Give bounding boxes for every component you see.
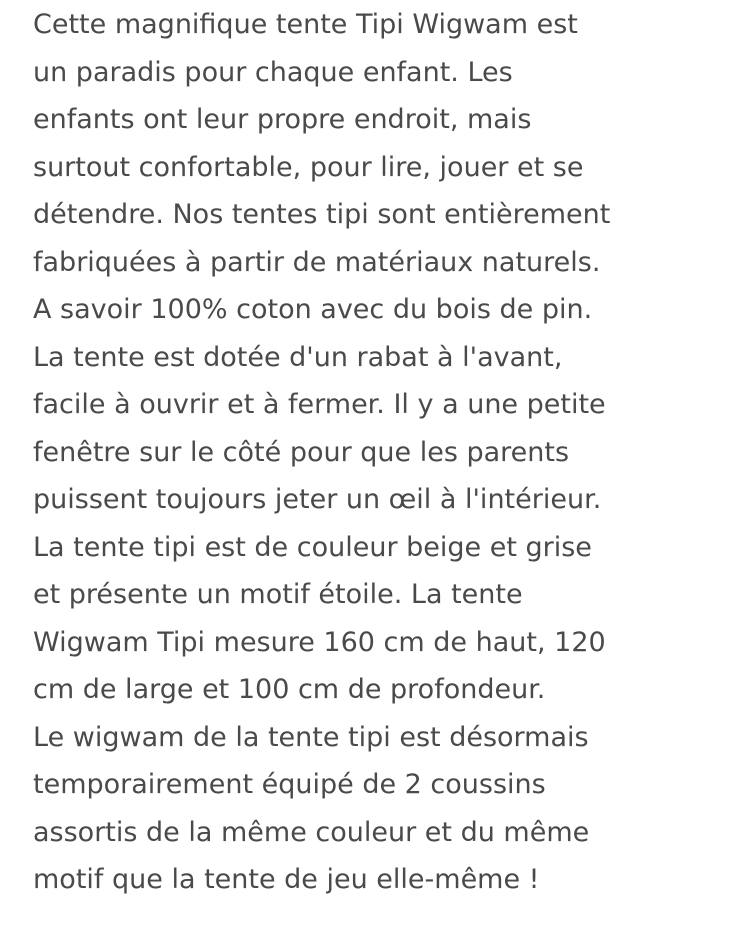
description-line: fenêtre sur le côté pour que les parents (33, 436, 570, 468)
description-line: Wigwam Tipi mesure 160 cm de haut, 120 (33, 626, 606, 658)
description-line: fabriquées à partir de matériaux naturels. (33, 246, 601, 278)
description-line: facile à ouvrir et à fermer. Il y a une petite (33, 389, 606, 420)
description-line: Le wigwam de la tente tipi est désormais (33, 721, 589, 753)
description-line: et présente un motif étoile. La tente (33, 579, 523, 610)
description-line: un paradis pour chaque enfant. Les (33, 56, 513, 88)
product-description (33, 1, 733, 904)
description-line: assortis de la même couleur et du même (33, 816, 590, 848)
description-line: détendre. Nos tentes tipi sont entièrement (33, 199, 611, 230)
description-line: A savoir 100% coton avec du bois de pin. (33, 294, 593, 325)
description-line: La tente est dotée d'un rabat à l'avant, (33, 341, 563, 373)
description-line: puissent toujours jeter un œil à l'intérieur. (33, 484, 602, 515)
description-line: surtout confortable, pour lire, jouer et se (33, 151, 584, 183)
description-line: motif que la tente de jeu elle-même ! (33, 864, 540, 895)
description-line: enfants ont leur propre endroit, mais (33, 104, 532, 135)
description-line: Cette magnifique tente Tipi Wigwam est (33, 9, 578, 40)
description-line: La tente tipi est de couleur beige et grise (33, 531, 592, 563)
description-line: cm de large et 100 cm de profondeur. (33, 674, 546, 705)
description-line: temporairement équipé de 2 coussins (33, 769, 546, 800)
